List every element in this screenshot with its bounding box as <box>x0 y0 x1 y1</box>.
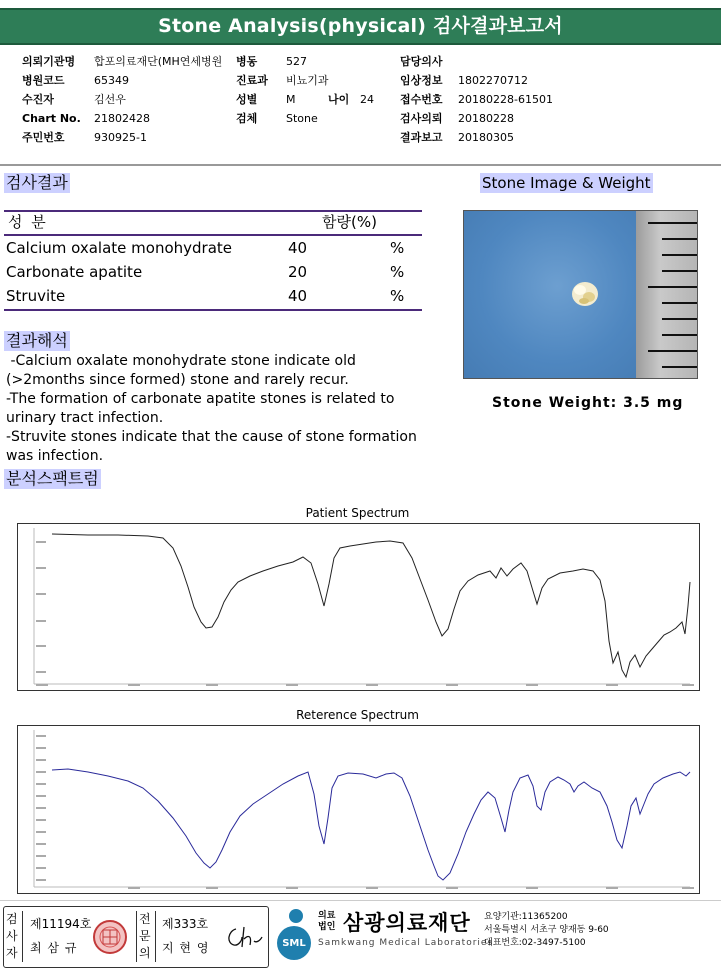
patient-spectrum-plot <box>18 524 699 690</box>
reviewer-name: 최 삼 규 <box>30 941 78 955</box>
reviewer-code: 제11194호 <box>30 917 92 931</box>
table-bottom-rule <box>4 309 422 311</box>
org-info-line: 서울특별시 서초구 양재동 9-60 <box>484 925 609 935</box>
specialist-vertical-label: 전문의 <box>136 911 156 962</box>
signature-box <box>3 906 269 968</box>
header-label: 검사의뢰 <box>400 112 443 125</box>
reference-spectrum-chart <box>17 725 700 894</box>
org-info-line: 요양기관:11365200 <box>484 912 568 922</box>
component-name: Struvite <box>6 287 66 305</box>
org-info-line: 대표번호:02-3497-5100 <box>484 938 586 948</box>
header-value: 1802270712 <box>458 74 528 87</box>
header-value: 김선우 <box>94 93 126 106</box>
header-value: 21802428 <box>94 112 150 125</box>
header-label: 수진자 <box>22 93 54 106</box>
table-top-rule <box>4 210 422 212</box>
header-right-column <box>400 55 553 150</box>
ruler-ticks <box>636 211 697 378</box>
component-value: 40 <box>288 287 308 305</box>
header-label: 병동 <box>236 55 258 68</box>
table-row <box>6 263 422 281</box>
stone-weight-label: Stone Weight: <box>492 395 618 411</box>
report-title: Stone Analysis(physical) 검사결과보고서 <box>0 8 721 45</box>
specialist-name: 지 현 영 <box>162 941 210 955</box>
component-unit: % <box>390 263 405 281</box>
age-value: 24 <box>360 93 374 106</box>
header-left-column <box>22 55 222 150</box>
header-value: M <box>286 93 296 106</box>
spectrum-heading: 분석스팩트럼 <box>6 469 99 488</box>
stone-specimen <box>568 277 602 309</box>
interpretation-line: -Struvite stones indicate that the cause of stone formation <box>6 429 417 445</box>
patient-spectrum-chart <box>17 523 700 691</box>
header-label: 주민번호 <box>22 131 65 144</box>
component-unit: % <box>390 239 405 257</box>
footer-divider <box>0 900 721 901</box>
table-row <box>6 287 422 305</box>
header-value: 930925-1 <box>94 131 147 144</box>
header-label: 진료과 <box>236 74 268 87</box>
header-label: 접수번호 <box>400 93 443 106</box>
interpretation-line: (>2months since formed) stone and rarely recur. <box>6 372 349 388</box>
component-value: 20 <box>288 263 308 281</box>
stone-weight-value: 3.5 mg <box>623 395 684 411</box>
header-value: 20180228-61501 <box>458 93 553 106</box>
interpretation-line: -The formation of carbonate apatite stones is related to <box>6 391 395 407</box>
results-heading: 검사결과 <box>6 173 68 192</box>
org-english-name: Samkwang Medical Laboratories <box>318 938 494 948</box>
header-value: 65349 <box>94 74 129 87</box>
header-label: 결과보고 <box>400 131 443 144</box>
header-value: 20180228 <box>458 112 514 125</box>
interpretation-heading: 결과해석 <box>6 331 68 350</box>
table-header-rule <box>4 234 422 236</box>
interpretation-line: urinary tract infection. <box>6 410 164 426</box>
stone-heading: Stone Image & Weight <box>482 174 651 192</box>
header-label: 검체 <box>236 112 258 125</box>
patient-spectrum-line <box>52 534 690 677</box>
header-label: 의뢰기관명 <box>22 55 76 68</box>
patient-spectrum-title: Patient Spectrum <box>305 506 410 520</box>
header-label: 담당의사 <box>400 55 443 68</box>
reference-spectrum-plot <box>18 726 699 893</box>
interpretation-line: -Calcium oxalate monohydrate stone indicate old <box>6 353 356 369</box>
org-prefix: 의료법인 <box>318 911 336 932</box>
header-info-block <box>22 55 712 150</box>
component-name: Carbonate apatite <box>6 263 143 281</box>
header-label: 임상정보 <box>400 74 443 87</box>
table-row <box>6 239 422 257</box>
reference-spectrum-line <box>52 769 690 880</box>
signature <box>224 921 264 951</box>
component-name: Calcium oxalate monohydrate <box>6 239 233 257</box>
org-info <box>484 911 609 950</box>
stone-photo <box>463 210 698 379</box>
header-value: 20180305 <box>458 131 514 144</box>
reference-spectrum-title: Reterence Spectrum <box>296 708 419 722</box>
header-label: 병원코드 <box>22 74 65 87</box>
reviewer-vertical-label: 검사자 <box>6 911 23 962</box>
age-label: 나이 <box>328 93 350 106</box>
component-unit: % <box>390 287 405 305</box>
component-value: 40 <box>288 239 308 257</box>
stone-weight <box>492 395 683 411</box>
header-mid-column <box>236 55 374 131</box>
header-value: Stone <box>286 112 318 125</box>
results-table <box>4 210 422 312</box>
seal-stamp <box>92 919 128 955</box>
specialist-code: 제333호 <box>162 917 209 931</box>
header-value: 합포의료재단(MH연세병원 <box>94 55 223 68</box>
header-label: 성별 <box>236 93 258 106</box>
column-header-content: 함량(%) <box>322 213 377 231</box>
header-divider <box>0 164 721 166</box>
interpretation-line: was infection. <box>6 448 104 464</box>
header-value: 527 <box>286 55 307 68</box>
column-header-component: 성 분 <box>8 213 48 231</box>
header-label: Chart No. <box>22 112 81 125</box>
organization-logo <box>274 907 314 963</box>
interpretation-text <box>6 352 446 466</box>
org-name: 삼광의료재단 <box>343 911 471 935</box>
sml-logo-text: SML <box>282 938 306 949</box>
sml-logo-icon <box>274 907 314 963</box>
header-value: 비뇨기과 <box>286 74 329 87</box>
